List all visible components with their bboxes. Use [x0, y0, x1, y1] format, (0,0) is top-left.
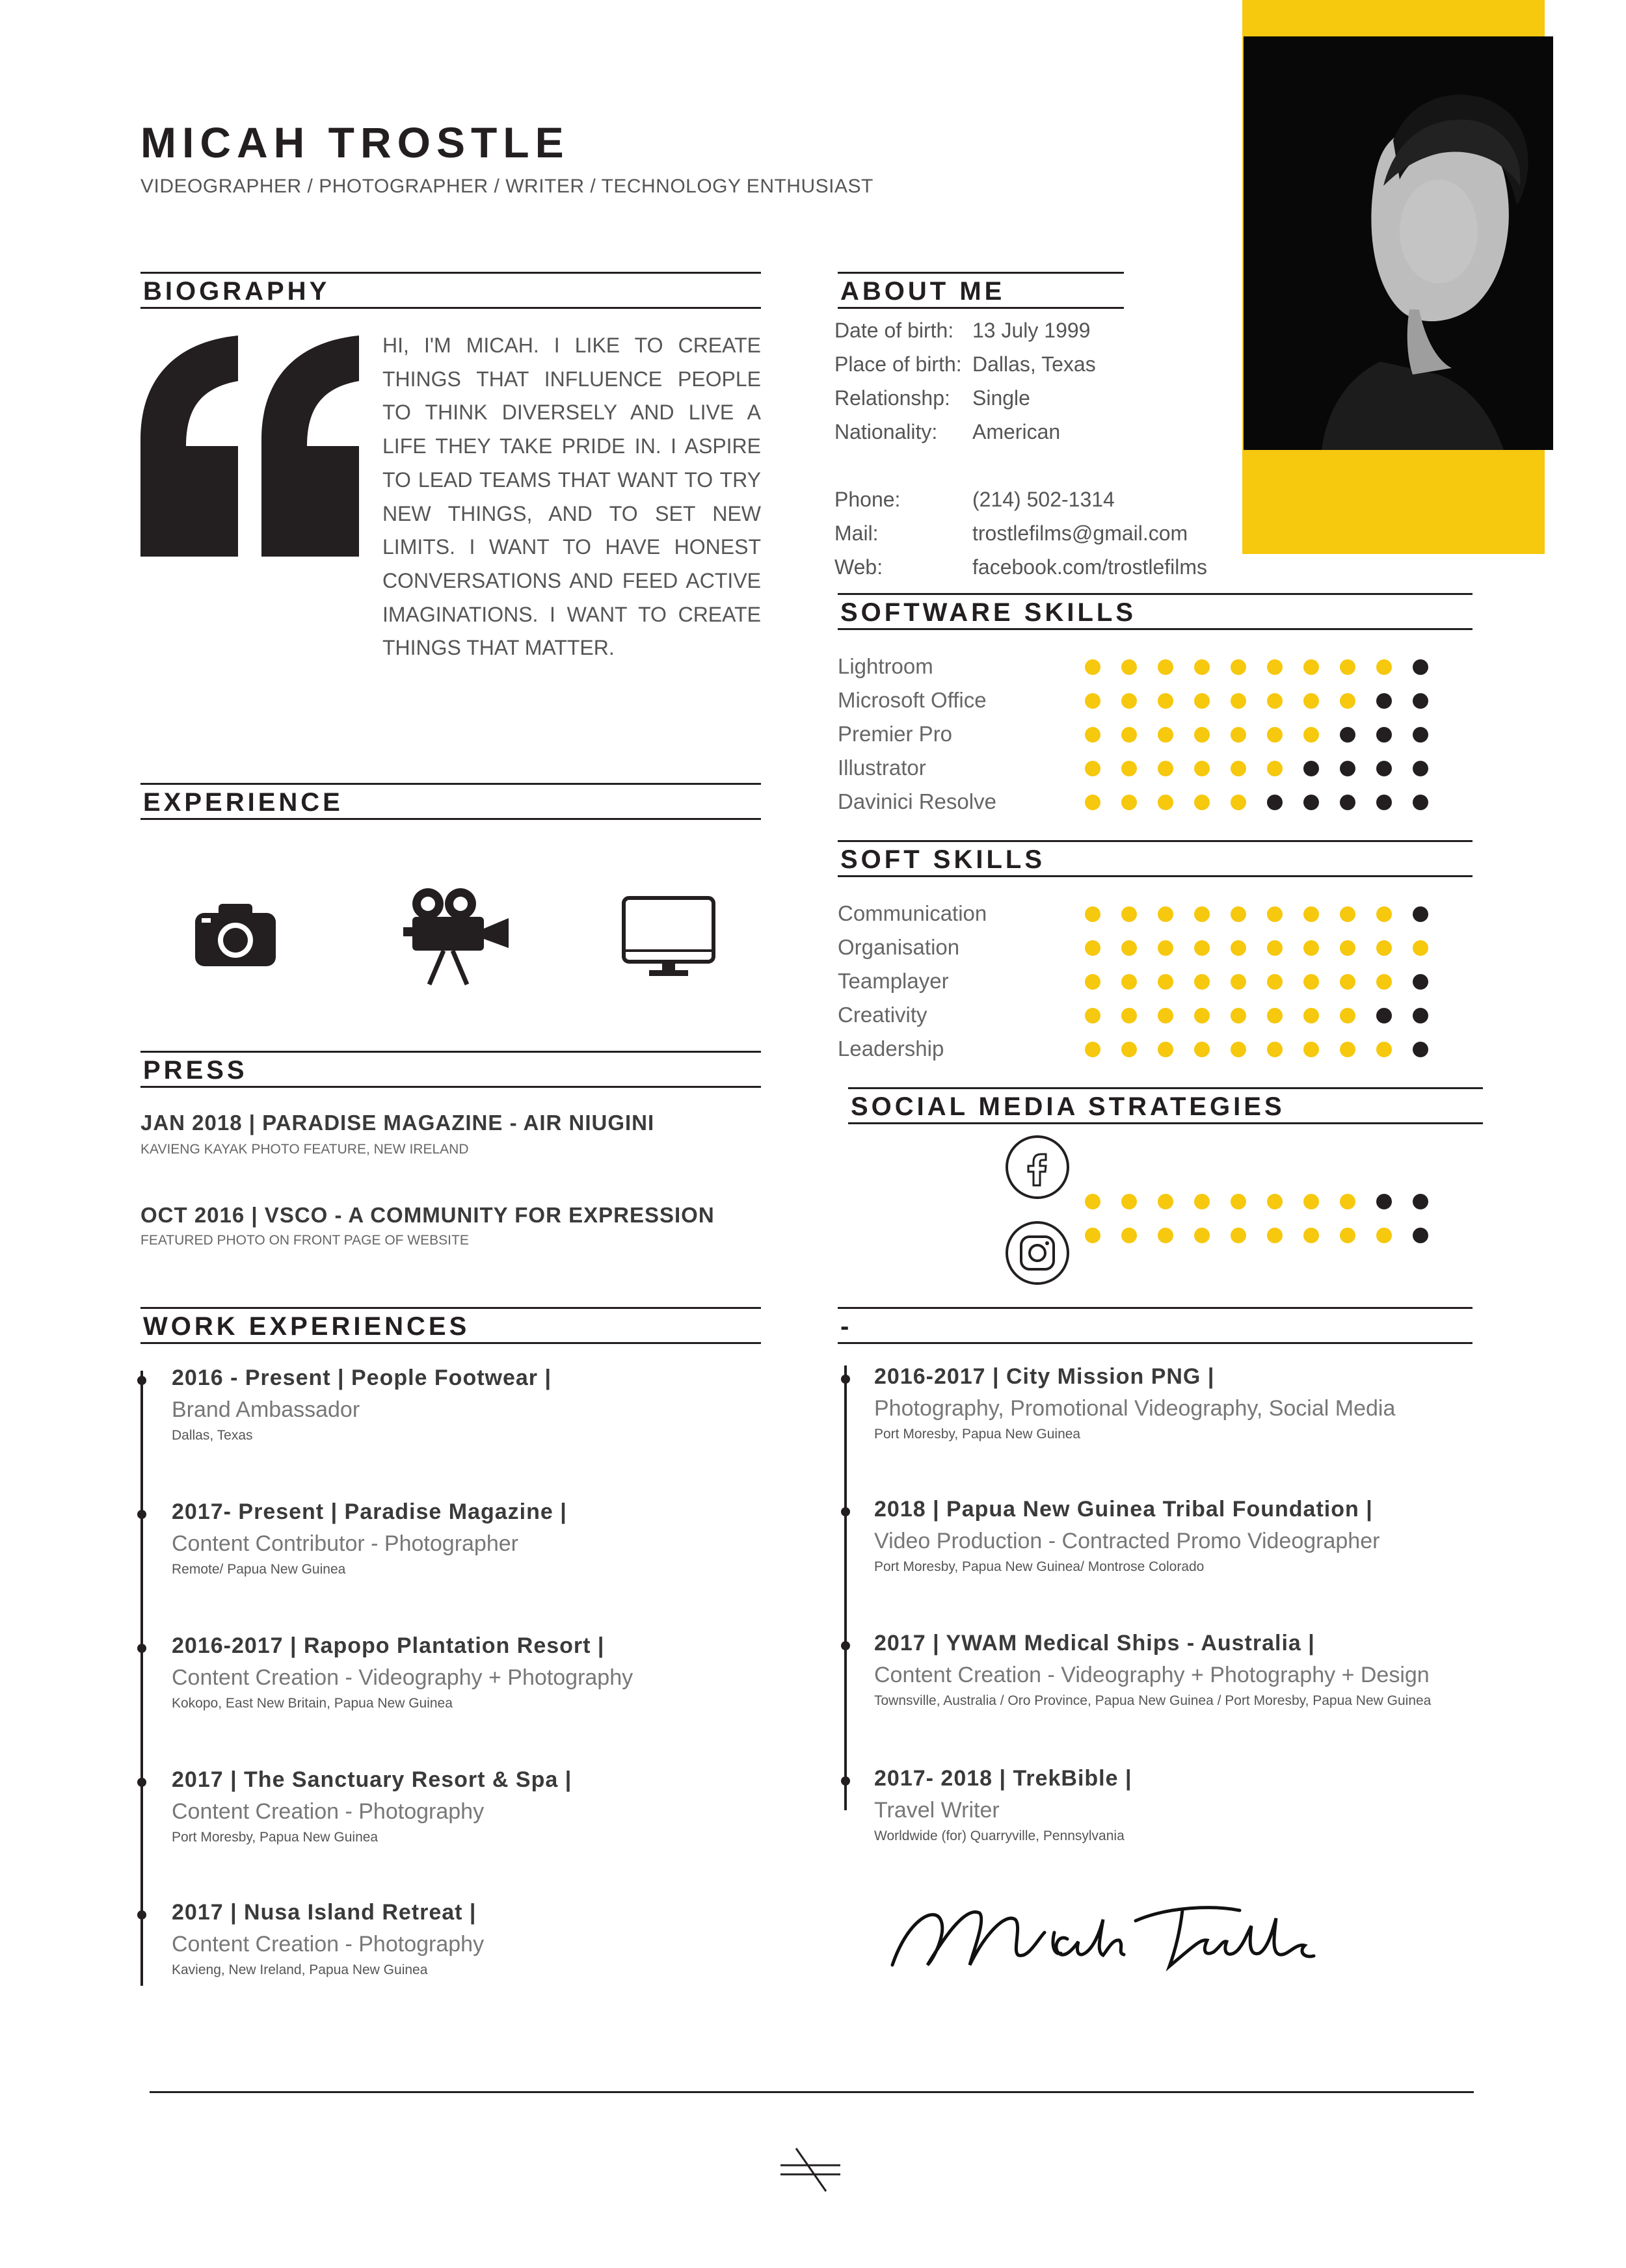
skill-label: Lightroom [838, 654, 933, 678]
rating-dot-empty [1340, 795, 1355, 810]
rating-dot-filled [1413, 940, 1428, 956]
rating-dot-empty [1303, 761, 1319, 776]
job-title: 2017- 2018 | TrekBible | [874, 1766, 1132, 1791]
rating-dot-filled [1121, 693, 1137, 709]
press-header [140, 1051, 761, 1088]
skill-label: Illustrator [838, 756, 926, 780]
biography-text: HI, I'M MICAH. I LIKE TO CREATE THINGS THAT INFLUENCE PEOPLE TO THINK DIVERSELY AND LIVE A LIFE THEY TAKE PRIDE IN. I ASPIRE TO LEAD TEAMS THAT WANT TO TRY NEW THINGS, AND TO SET NEW LIMITS. I WANT TO HAVE HONEST CONVERSATIONS AND FEED ACTIVE IMAGINATIONS. I WANT TO CREATE THINGS THAT MATTER. [382, 334, 761, 660]
rating-dot-filled [1340, 659, 1355, 675]
rating-dot-filled [1158, 1008, 1173, 1023]
timeline-dot [137, 1644, 146, 1653]
job-title: 2016-2017 | Rapopo Plantation Resort | [172, 1633, 605, 1658]
about-label: Phone: [834, 488, 901, 511]
rating-dot-empty [1413, 659, 1428, 675]
experience-header [140, 783, 761, 820]
skill-rating [1085, 1008, 1449, 1023]
rating-dot-filled [1231, 659, 1246, 675]
about-title: ABOUT ME [840, 277, 1006, 306]
signature [888, 1893, 1318, 1981]
facebook-icon[interactable] [1006, 1135, 1069, 1199]
skill-label: Microsoft Office [838, 688, 987, 712]
rating-dot-filled [1340, 1194, 1355, 1209]
about-row [834, 319, 1090, 343]
rating-dot-empty [1376, 1194, 1392, 1209]
timeline-dot [841, 1507, 850, 1516]
timeline-dot [841, 1776, 850, 1786]
job-place: Port Moresby, Papua New Guinea/ Montrose Colorado [874, 1559, 1205, 1574]
web-link[interactable]: facebook.com/trostlefilms [972, 555, 1208, 579]
soft-skills-title: SOFT SKILLS [840, 845, 1045, 874]
rating-dot-filled [1231, 1228, 1246, 1243]
rating-dot-filled [1085, 1194, 1100, 1209]
job-title: 2016 - Present | People Footwear | [172, 1365, 552, 1390]
rating-dot-empty [1340, 761, 1355, 776]
job-entry [172, 1365, 552, 1444]
work-header [140, 1307, 761, 1344]
rating-dot-filled [1376, 906, 1392, 922]
rating-dot-filled [1267, 906, 1283, 922]
rating-dot-filled [1194, 1228, 1210, 1243]
software-skills-header [838, 593, 1473, 630]
rating-dot-filled [1085, 940, 1100, 956]
skill-label: Premier Pro [838, 722, 953, 746]
rating-dot-empty [1267, 795, 1283, 810]
rating-dot-filled [1303, 1194, 1319, 1209]
rating-dot-filled [1267, 693, 1283, 709]
rating-dot-filled [1303, 693, 1319, 709]
rating-dot-filled [1085, 727, 1100, 743]
rating-dot-empty [1413, 727, 1428, 743]
rating-dot-filled [1121, 1008, 1137, 1023]
footer-divider [150, 2091, 1474, 2093]
social-rating [1085, 1194, 1449, 1209]
rating-dot-filled [1376, 974, 1392, 990]
camera-icon [195, 904, 276, 969]
job-place: Kavieng, New Ireland, Papua New Guinea [172, 1962, 428, 1977]
rating-dot-filled [1376, 940, 1392, 956]
about-row [834, 420, 1060, 444]
resume-name: MICAH TROSTLE [140, 118, 570, 166]
soft-skills-header [838, 840, 1473, 877]
rating-dot-filled [1231, 1042, 1246, 1057]
rating-dot-empty [1413, 795, 1428, 810]
rating-dot-filled [1158, 659, 1173, 675]
job-place: Port Moresby, Papua New Guinea [172, 1830, 379, 1845]
skill-rating [1085, 693, 1449, 709]
job-entry [172, 1633, 633, 1711]
rating-dot-filled [1085, 761, 1100, 776]
skill-rating [1085, 906, 1449, 922]
skill-rating [1085, 940, 1449, 956]
job-title: 2018 | Papua New Guinea Tribal Foundation | [874, 1497, 1373, 1522]
timeline-dot [137, 1376, 146, 1385]
job-place: Remote/ Papua New Guinea [172, 1562, 346, 1577]
rating-dot-filled [1303, 1008, 1319, 1023]
rating-dot-filled [1158, 1194, 1173, 1209]
rating-dot-filled [1121, 659, 1137, 675]
skill-rating [1085, 795, 1449, 810]
job-entry [172, 1900, 484, 1978]
rating-dot-filled [1085, 1008, 1100, 1023]
job-role: Video Production - Contracted Promo Videographer [874, 1529, 1380, 1553]
rating-dot-empty [1413, 1194, 1428, 1209]
rating-dot-filled [1231, 1194, 1246, 1209]
rating-dot-filled [1121, 727, 1137, 743]
skill-rating [1085, 1042, 1449, 1057]
timeline-line [844, 1365, 847, 1810]
work-right-title: - [840, 1312, 853, 1341]
job-title: 2016-2017 | City Mission PNG | [874, 1364, 1215, 1389]
rating-dot-filled [1121, 761, 1137, 776]
press-title: PRESS [143, 1056, 248, 1085]
instagram-icon[interactable] [1006, 1221, 1069, 1285]
rating-dot-filled [1340, 1008, 1355, 1023]
rating-dot-filled [1376, 1228, 1392, 1243]
about-row [834, 555, 1207, 579]
job-place: Dallas, Texas [172, 1428, 253, 1443]
rating-dot-filled [1267, 940, 1283, 956]
rating-dot-empty [1413, 1228, 1428, 1243]
job-role: Content Creation - Videography + Photography [172, 1665, 633, 1690]
rating-dot-filled [1194, 795, 1210, 810]
rating-dot-filled [1158, 974, 1173, 990]
job-entry [172, 1767, 572, 1845]
job-title: 2017 | YWAM Medical Ships - Australia | [874, 1631, 1315, 1655]
rating-dot-filled [1158, 693, 1173, 709]
press-item-sub: KAVIENG KAYAK PHOTO FEATURE, NEW IRELAND [140, 1142, 469, 1157]
press-item-sub: FEATURED PHOTO ON FRONT PAGE OF WEBSITE [140, 1233, 469, 1248]
rating-dot-filled [1303, 1042, 1319, 1057]
rating-dot-filled [1231, 761, 1246, 776]
rating-dot-filled [1085, 974, 1100, 990]
work-right-header [838, 1307, 1473, 1344]
job-entry [874, 1766, 1132, 1844]
about-label: Nationality: [834, 420, 938, 443]
about-value: American [972, 420, 1061, 443]
rating-dot-filled [1085, 1228, 1100, 1243]
job-place: Kokopo, East New Britain, Papua New Guinea [172, 1696, 453, 1711]
job-entry [874, 1364, 1395, 1442]
rating-dot-filled [1085, 659, 1100, 675]
about-label: Date of birth: [834, 319, 954, 342]
job-place: Worldwide (for) Quarryville, Pennsylvania [874, 1828, 1125, 1843]
rating-dot-filled [1194, 659, 1210, 675]
rating-dot-filled [1340, 974, 1355, 990]
rating-dot-filled [1340, 940, 1355, 956]
rating-dot-filled [1194, 1008, 1210, 1023]
rating-dot-filled [1231, 940, 1246, 956]
rating-dot-filled [1194, 727, 1210, 743]
about-value: Single [972, 386, 1030, 410]
rating-dot-filled [1121, 1194, 1137, 1209]
rating-dot-filled [1231, 693, 1246, 709]
skill-rating [1085, 974, 1449, 990]
rating-dot-filled [1085, 906, 1100, 922]
rating-dot-filled [1267, 1008, 1283, 1023]
rating-dot-empty [1376, 795, 1392, 810]
rating-dot-filled [1376, 659, 1392, 675]
rating-dot-filled [1194, 974, 1210, 990]
rating-dot-filled [1158, 906, 1173, 922]
rating-dot-filled [1231, 795, 1246, 810]
social-media-header [848, 1087, 1483, 1124]
phone-value[interactable]: (214) 502-1314 [972, 488, 1115, 511]
rating-dot-empty [1340, 727, 1355, 743]
rating-dot-empty [1413, 974, 1428, 990]
skill-rating [1085, 727, 1449, 743]
job-title: 2017 | Nusa Island Retreat | [172, 1900, 477, 1925]
about-label: Mail: [834, 521, 879, 545]
rating-dot-filled [1158, 795, 1173, 810]
about-header [838, 272, 1124, 309]
rating-dot-filled [1158, 1042, 1173, 1057]
job-entry [874, 1631, 1431, 1709]
software-skills-title: SOFTWARE SKILLS [840, 598, 1136, 627]
rating-dot-filled [1303, 1228, 1319, 1243]
social-media-title: SOCIAL MEDIA STRATEGIES [851, 1092, 1285, 1121]
rating-dot-filled [1303, 659, 1319, 675]
rating-dot-empty [1376, 1008, 1392, 1023]
rating-dot-filled [1340, 693, 1355, 709]
skill-label: Teamplayer [838, 969, 949, 993]
rating-dot-filled [1121, 795, 1137, 810]
rating-dot-filled [1158, 727, 1173, 743]
job-role: Content Creation - Photography [172, 1932, 485, 1957]
rating-dot-filled [1340, 1228, 1355, 1243]
social-rating [1085, 1228, 1449, 1243]
rating-dot-filled [1121, 906, 1137, 922]
video-camera-icon [403, 884, 509, 989]
rating-dot-empty [1413, 906, 1428, 922]
skill-label: Leadership [838, 1036, 944, 1061]
about-label: Relationshp: [834, 386, 950, 410]
rating-dot-filled [1340, 1042, 1355, 1057]
rating-dot-filled [1303, 727, 1319, 743]
rating-dot-filled [1194, 693, 1210, 709]
rating-dot-filled [1303, 974, 1319, 990]
skill-label: Creativity [838, 1003, 927, 1027]
rating-dot-filled [1303, 906, 1319, 922]
rating-dot-empty [1376, 761, 1392, 776]
rating-dot-filled [1121, 1042, 1137, 1057]
rating-dot-filled [1085, 693, 1100, 709]
about-value: Dallas, Texas [972, 352, 1096, 376]
rating-dot-filled [1267, 1194, 1283, 1209]
rating-dot-filled [1121, 1228, 1137, 1243]
rating-dot-empty [1413, 1008, 1428, 1023]
timeline-line [140, 1371, 143, 1986]
rating-dot-filled [1085, 1042, 1100, 1057]
rating-dot-filled [1194, 1194, 1210, 1209]
job-role: Content Creation - Videography + Photography + Design [874, 1663, 1430, 1687]
rating-dot-empty [1376, 727, 1392, 743]
rating-dot-filled [1267, 727, 1283, 743]
biography-header [140, 272, 761, 309]
rating-dot-filled [1194, 940, 1210, 956]
rating-dot-filled [1340, 906, 1355, 922]
job-role: Content Contributor - Photographer [172, 1531, 518, 1556]
rating-dot-filled [1085, 795, 1100, 810]
job-role: Travel Writer [874, 1798, 1000, 1823]
rating-dot-filled [1121, 974, 1137, 990]
about-label: Place of birth: [834, 352, 962, 376]
job-place: Townsville, Australia / Oro Province, Papua New Guinea / Port Moresby, Papua New Guinea [874, 1693, 1432, 1708]
rating-dot-empty [1413, 761, 1428, 776]
rating-dot-filled [1267, 974, 1283, 990]
press-item-title: JAN 2018 | PARADISE MAGAZINE - AIR NIUGINI [140, 1111, 655, 1135]
job-place: Port Moresby, Papua New Guinea [874, 1427, 1081, 1442]
profile-photo [1244, 36, 1553, 450]
biography-title: BIOGRAPHY [143, 277, 330, 306]
rating-dot-empty [1413, 1042, 1428, 1057]
about-row [834, 488, 1115, 512]
email-link[interactable]: trostlefilms@gmail.com [972, 521, 1188, 545]
rating-dot-filled [1231, 974, 1246, 990]
rating-dot-empty [1413, 693, 1428, 709]
footer-logo-icon [779, 2147, 842, 2196]
job-entry [874, 1497, 1379, 1575]
rating-dot-filled [1267, 761, 1283, 776]
experience-title: EXPERIENCE [143, 788, 343, 817]
job-entry [172, 1499, 567, 1577]
skill-label: Communication [838, 901, 987, 925]
rating-dot-filled [1158, 1228, 1173, 1243]
job-title: 2017- Present | Paradise Magazine | [172, 1499, 567, 1524]
resume-tagline: VIDEOGRAPHER / PHOTOGRAPHER / WRITER / TECHNOLOGY ENTHUSIAST [140, 176, 873, 197]
rating-dot-filled [1158, 761, 1173, 776]
skill-rating [1085, 659, 1449, 675]
rating-dot-filled [1303, 940, 1319, 956]
press-item-title: OCT 2016 | VSCO - A COMMUNITY FOR EXPRESSION [140, 1203, 715, 1227]
rating-dot-filled [1231, 1008, 1246, 1023]
rating-dot-empty [1376, 693, 1392, 709]
skill-rating [1085, 761, 1449, 776]
timeline-dot [137, 1510, 146, 1519]
timeline-dot [137, 1910, 146, 1919]
rating-dot-filled [1267, 659, 1283, 675]
rating-dot-filled [1158, 940, 1173, 956]
rating-dot-filled [1194, 906, 1210, 922]
rating-dot-filled [1231, 727, 1246, 743]
rating-dot-empty [1303, 795, 1319, 810]
skill-label: Davinici Resolve [838, 789, 996, 813]
about-value: 13 July 1999 [972, 319, 1091, 342]
about-row [834, 352, 1096, 376]
rating-dot-filled [1267, 1228, 1283, 1243]
job-title: 2017 | The Sanctuary Resort & Spa | [172, 1767, 572, 1792]
about-row [834, 521, 1188, 546]
job-role: Content Creation - Photography [172, 1799, 485, 1824]
rating-dot-filled [1376, 1042, 1392, 1057]
rating-dot-filled [1194, 1042, 1210, 1057]
timeline-dot [841, 1641, 850, 1650]
quote-icon [140, 336, 363, 560]
about-label: Web: [834, 555, 883, 579]
timeline-dot [137, 1778, 146, 1787]
job-role: Photography, Promotional Videography, Social Media [874, 1396, 1396, 1421]
rating-dot-filled [1121, 940, 1137, 956]
work-title: WORK EXPERIENCES [143, 1312, 470, 1341]
skill-label: Organisation [838, 935, 960, 959]
rating-dot-filled [1231, 906, 1246, 922]
job-role: Brand Ambassador [172, 1397, 360, 1422]
monitor-icon [622, 896, 715, 980]
rating-dot-filled [1267, 1042, 1283, 1057]
rating-dot-filled [1194, 761, 1210, 776]
about-row [834, 386, 1030, 410]
timeline-dot [841, 1375, 850, 1384]
